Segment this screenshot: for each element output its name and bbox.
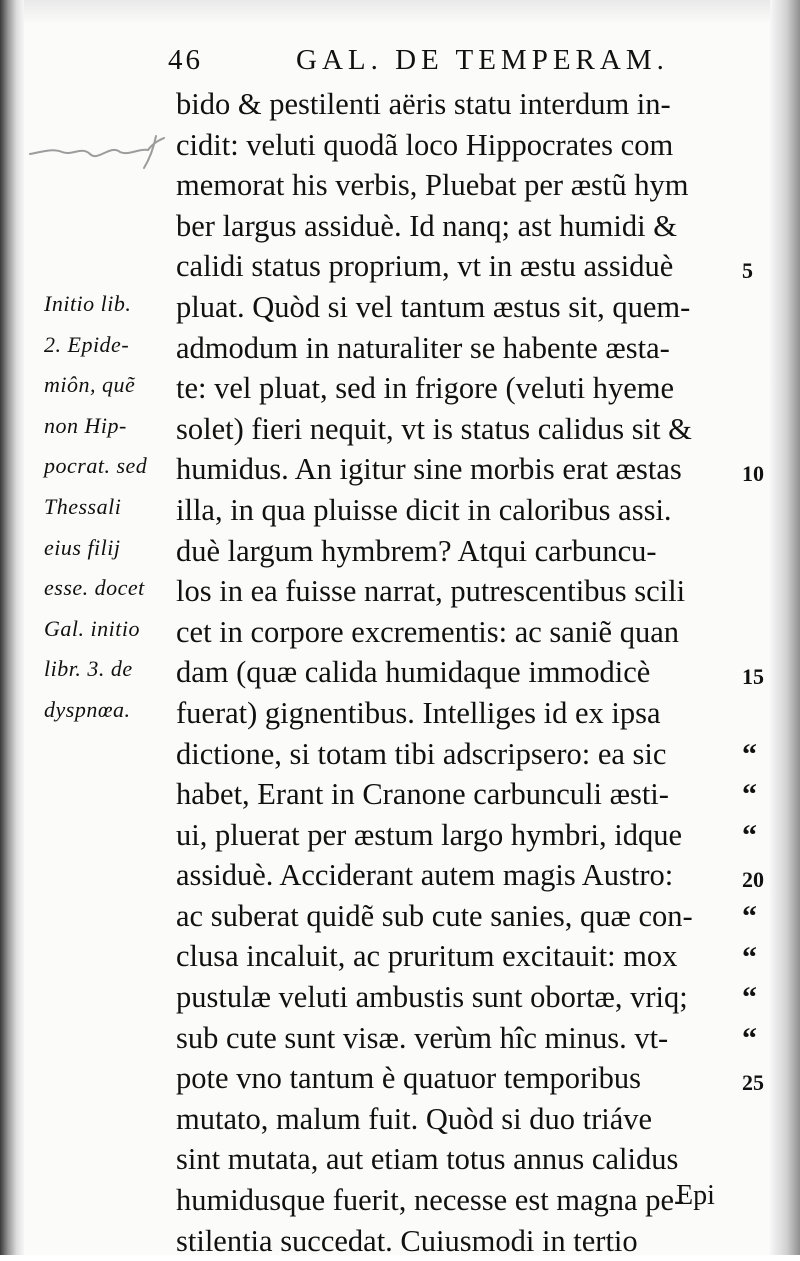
text-line: dam (quæ calida humidaque immodicè: [176, 655, 651, 690]
marginal-note: [44, 284, 176, 731]
quotation-marker: “: [742, 940, 757, 974]
line-number-marker: 5: [742, 258, 753, 284]
marginal-note-line: miôn, quẽ: [44, 372, 136, 398]
page-top-shadow: [0, 0, 800, 24]
text-line: mutato, malum fuit. Quòd si duo triáve: [176, 1101, 653, 1136]
text-line: habet, Erant in Cranone carbunculi æsti-: [176, 777, 669, 812]
text-line: pote vno tantum è quatuor temporibus: [176, 1061, 642, 1096]
text-line: humidus. An igitur sine morbis erat æstas: [176, 452, 682, 487]
text-line: ui, pluerat per æstum largo hymbri, idque: [176, 817, 682, 852]
line-number-marker: 10: [742, 461, 764, 487]
text-line: solet) fieri nequit, vt is status calidus sit &: [176, 411, 692, 446]
text-line: clusa incaluit, ac pruritum excitauit: mox: [176, 939, 678, 974]
marginal-note-line: non Hip-: [44, 412, 127, 438]
marginal-note-line: 2. Epide-: [44, 331, 130, 357]
marginal-note-line: dyspnœa.: [44, 696, 131, 722]
quotation-marker: “: [742, 981, 757, 1015]
text-line: memorat his verbis, Pluebat per æstũ hym: [176, 168, 689, 203]
text-line: pustulæ veluti ambustis sunt obortæ, vriq;: [176, 980, 688, 1015]
main-text-block: [176, 84, 746, 1261]
marginal-note-line: Thessali: [44, 493, 122, 519]
text-line: bido & pestilenti aëris statu interdum in-: [176, 87, 671, 121]
marginal-note-line: libr. 3. de: [44, 656, 133, 682]
text-line: illa, in qua pluisse dicit in caloribus assi.: [176, 492, 672, 527]
handwritten-scribble-mark: [28, 132, 168, 172]
text-line: dictione, si totam tibi adscripsero: ea sic: [176, 736, 667, 771]
text-line: ac suberat quidẽ sub cute sanies, quæ con-: [176, 898, 693, 933]
text-line: calidi status proprium, vt in æstu assiduè: [176, 249, 674, 284]
binding-shadow: [0, 0, 24, 1255]
text-line: sub cute sunt visæ. verùm hîc minus. vt-: [176, 1020, 669, 1055]
line-number-marker: 25: [742, 1070, 764, 1096]
marginal-note-line: Initio lib.: [44, 291, 132, 316]
marginal-note-line: pocrat. sed: [44, 453, 148, 479]
text-line: te: vel pluat, sed in frigore (veluti hyeme: [176, 371, 675, 406]
text-line: cidit: veluti quodã loco Hippocrates com: [176, 127, 674, 162]
text-line: duè largum hymbrem? Atqui carbuncu-: [176, 533, 657, 568]
page-right-edge: [770, 0, 800, 1255]
catchword: Epi: [676, 1180, 715, 1211]
line-number-marker: 20: [742, 867, 764, 893]
text-line: fuerat) gignentibus. Intelliges id ex ipsa: [176, 695, 661, 730]
text-line: assiduè. Acciderant autem magis Austro:: [176, 858, 674, 893]
marginal-note-line: eius filij: [44, 534, 121, 560]
marginal-note-line: Gal. initio: [44, 615, 140, 641]
quotation-marker: “: [742, 737, 757, 771]
text-line: cet in corpore excrementis: ac saniẽ quan: [176, 614, 680, 649]
quotation-marker: “: [742, 778, 757, 812]
text-line: pluat. Quòd si vel tantum æstus sit, quem-: [176, 289, 691, 324]
text-line: los in ea fuisse narrat, putrescentibus scili: [176, 574, 686, 609]
text-line: ber largus assiduè. Id nanq; ast humidi &: [176, 208, 677, 243]
quotation-marker: “: [742, 1021, 757, 1055]
line-number-marker: 15: [742, 664, 764, 690]
text-line: humidusque fuerit, necesse est magna pe-: [176, 1183, 685, 1218]
marginal-note-line: esse. docet: [44, 575, 145, 601]
text-line: sint mutata, aut etiam totus annus calidus: [176, 1142, 679, 1177]
text-line: admodum in naturaliter se habente æsta-: [176, 330, 670, 365]
quotation-marker: “: [742, 900, 757, 933]
page-number: 46: [168, 44, 203, 76]
quotation-marker: “: [742, 818, 757, 852]
text-line: stilentia succedat. Cuiusmodi in tertio: [176, 1223, 638, 1258]
running-title: GAL. DE TEMPERAM.: [296, 44, 669, 76]
